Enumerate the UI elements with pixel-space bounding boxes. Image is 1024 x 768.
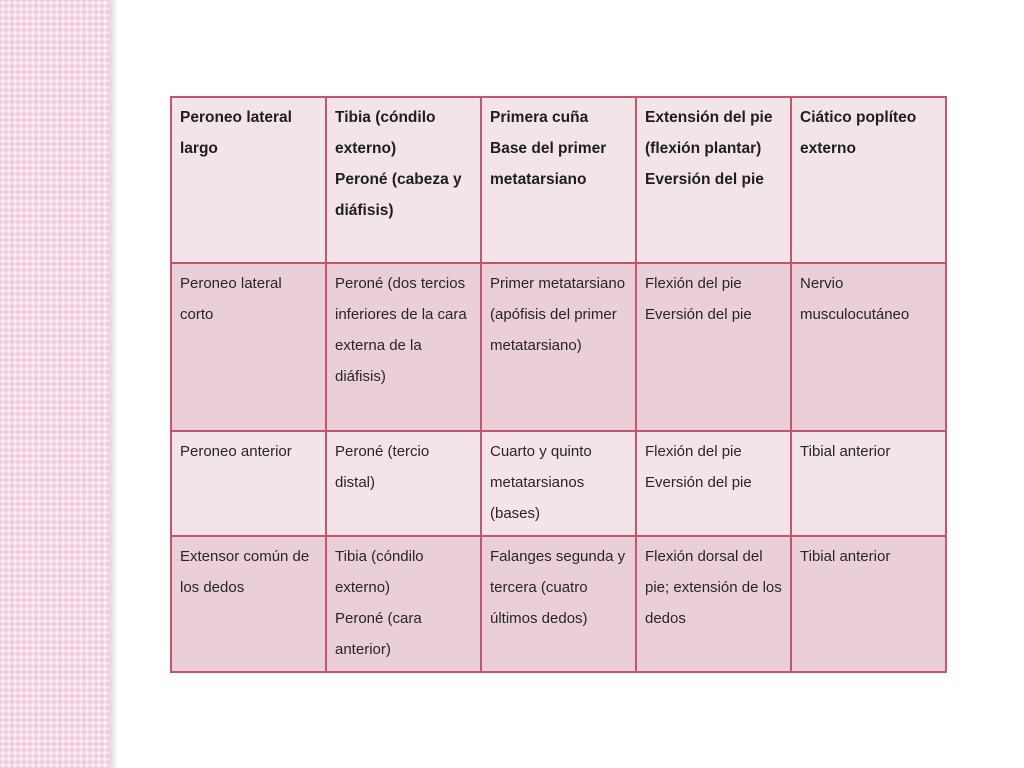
table-cell-muscle [171,431,326,536]
cell-text-line: Flexión del pie [645,443,742,460]
table-cell-insertion [481,97,636,263]
cell-text-line: Peroneo lateral corto [180,275,282,323]
cell-text-line: Peroné (cara anterior) [335,610,422,658]
table-cell-muscle [171,263,326,431]
cell-text-line: Tibial anterior [800,548,891,565]
cell-text-line: Eversión del pie [645,306,752,323]
cell-text-line: Cuarto y quinto metatarsianos (bases) [490,443,592,522]
decorative-side-stripe [0,0,110,768]
table-cell-insertion [481,431,636,536]
cell-text-line: Nervio musculocutáneo [800,275,910,323]
table-cell-origin [326,431,481,536]
cell-text-line: Extensor común de los dedos [180,548,310,596]
muscle-table-body [171,97,946,672]
table-row [171,263,946,431]
table-cell-innervation [791,97,946,263]
table-cell-insertion [481,263,636,431]
table-cell-origin [326,536,481,672]
cell-text-line: Primer metatarsiano (apófisis del primer metatarsiano) [490,275,626,354]
table-cell-innervation [791,536,946,672]
cell-text-line: Peroneo anterior [180,443,292,460]
table-row [171,431,946,536]
cell-text-line: Flexión del pie [645,275,742,292]
cell-text-line: Extensión del pie (flexión plantar) [645,109,773,157]
cell-text-line: Falanges segunda y tercera (cuatro últimos dedos) [490,548,626,627]
cell-text-line: Tibia (cóndilo externo) [335,548,424,596]
cell-text-line: Peroné (tercio distal) [335,443,430,491]
cell-text-line: Eversión del pie [645,171,764,188]
side-stripe-shadow [110,0,118,768]
table-cell-action [636,536,791,672]
table-cell-origin [326,97,481,263]
muscle-table [170,96,947,673]
cell-text-line: Flexión dorsal del pie; extensión de los dedos [645,548,782,627]
table-cell-insertion [481,536,636,672]
cell-text-line: Peroné (cabeza y diáfisis) [335,171,462,219]
table-row [171,97,946,263]
cell-text-line: Primera cuña [490,109,589,126]
table-cell-action [636,97,791,263]
table-row [171,536,946,672]
table-cell-muscle [171,97,326,263]
table-cell-action [636,431,791,536]
cell-text-line: Peroneo lateral largo [180,109,292,157]
table-cell-muscle [171,536,326,672]
table-cell-innervation [791,431,946,536]
table-cell-innervation [791,263,946,431]
cell-text-line: Base del primer metatarsiano [490,140,607,188]
cell-text-line: Ciático poplíteo externo [800,109,917,157]
table-cell-origin [326,263,481,431]
table-cell-action [636,263,791,431]
cell-text-line: Tibial anterior [800,443,891,460]
cell-text-line: Tibia (cóndilo externo) [335,109,436,157]
cell-text-line: Eversión del pie [645,474,752,491]
cell-text-line: Peroné (dos tercios inferiores de la cara externa de la diáfisis) [335,275,467,385]
